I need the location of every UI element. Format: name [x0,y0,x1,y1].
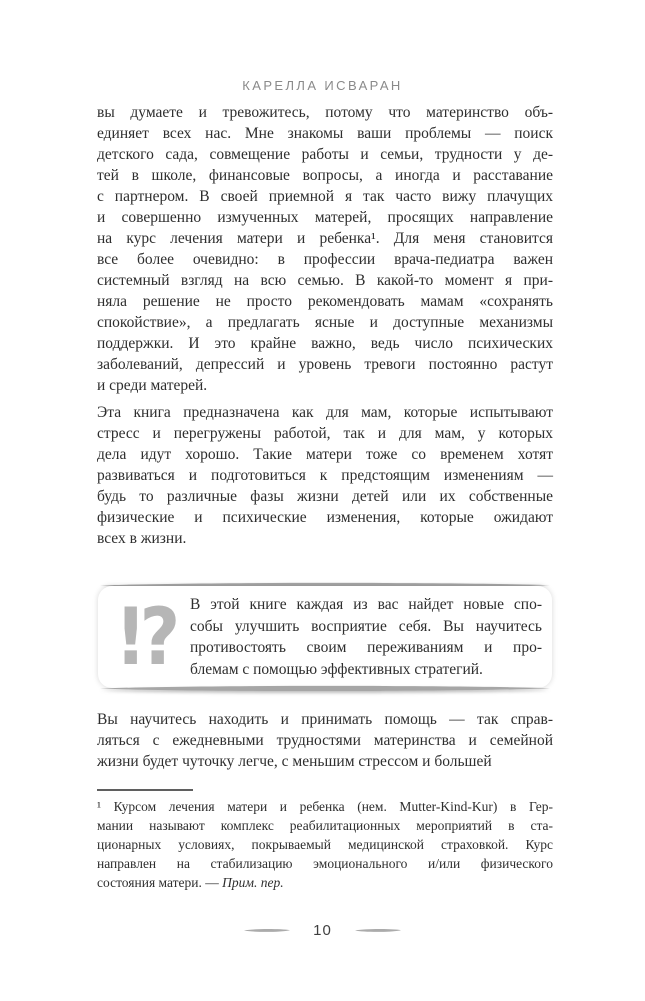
text-line: мании называют комплекс реабилитационных мероприятий в ста- [97,818,553,833]
page-body [97,102,553,892]
text-line: детского сада, совмещение работы и семьи, трудности у де- [97,146,553,163]
running-header: КАРЕЛЛА ИСВАРАН [242,78,403,93]
text-line: стресс и перегружены работой, так и для мам, у которых [97,425,553,442]
text-line: с партнером. В своей приемной я так часто вижу плачущих [97,188,553,205]
text-line: системный взгляд на всю семью. В какой-то момент я при- [97,272,553,289]
text-line: на курс лечения матери и ребенка¹. Для меня становится [97,230,553,247]
footer-right-dash-icon [354,928,402,933]
exclamation-question-icon: !? [114,591,174,683]
footnote-divider [97,789,193,791]
text-line: направлен на стабилизацию эмоционального и/или физического [97,856,553,871]
text-line: Эта книга предназначена как для мам, которые испытывают [97,404,553,421]
text-line: и среди матерей. [97,377,208,394]
paragraph [97,402,553,549]
text-line: всех в жизни. [97,530,187,547]
text-line: единяет всех нас. Мне знакомы ваши проблемы — поиск [97,125,553,142]
text-line: собы улучшить восприятие себя. Вы научитесь [190,617,542,635]
text-line: няла решение не просто рекомендовать мамам «сохранять [97,293,553,310]
text-line: физические и психические изменения, которые ожидают [97,509,553,526]
text-line: заболеваний, депрессий и уровень тревоги постоянно растут [97,356,553,373]
callout-text [190,594,552,680]
text-line: развиваться и подготовиться к предстоящим изменениям — [97,467,553,484]
text-line: спокойствие», а предлагать ясные и доступные механизмы [97,314,553,331]
text-line: ционарных условиях, покрываемый медицинской страховкой. Курс [97,837,553,852]
text-line: жизни будет чуточку легче, с меньшим стрессом и большей [97,753,492,770]
text-line: все более очевидно: в профессии врача-педиатра важен [97,251,553,268]
text-line: ляться с ежедневными трудностями материнства и семейной [97,732,553,749]
paragraph [97,709,553,772]
footnote-text [97,797,553,873]
text-line: В этой книге каждая из вас найдет новые спо- [190,596,542,613]
text-line: и совершенно измученных матерей, просящих направление [97,209,553,226]
text-line: дела идут хорошо. Такие матери тоже со временем хотят [97,446,553,463]
text-line: ¹ Курсом лечения матери и ребенка (нем. Mutter-Kind-Kur) в Гер- [97,799,553,814]
page-number: 10 [313,922,332,939]
footnote [97,789,553,892]
key-point-callout [97,581,553,693]
text-line: вы думаете и тревожитесь, потому что материнство объ- [97,104,553,121]
callout-box [98,586,552,688]
text-line: поддержки. И это крайне важно, ведь число психических [97,335,553,352]
text-line: противостоять своим переживаниям и про- [190,639,542,656]
text-line: Вы научитесь находить и принимать помощь — так справ- [97,711,553,728]
page-footer [0,922,645,939]
footer-left-dash-icon [243,928,291,933]
text-line: тей в школе, финансовые вопросы, а иногда и расставание [97,167,553,184]
translator-note: Прим. пер. [222,875,284,890]
footnote-last-line [97,873,553,892]
callout-bottom-rule [97,684,553,693]
paragraph [97,102,553,396]
text-line: будь то различные фазы жизни детей или их собственные [97,488,553,505]
text-line: блемам с помощью эффективных стратегий. [190,660,483,678]
footnote-last-text: состояния матери. — [97,875,223,890]
